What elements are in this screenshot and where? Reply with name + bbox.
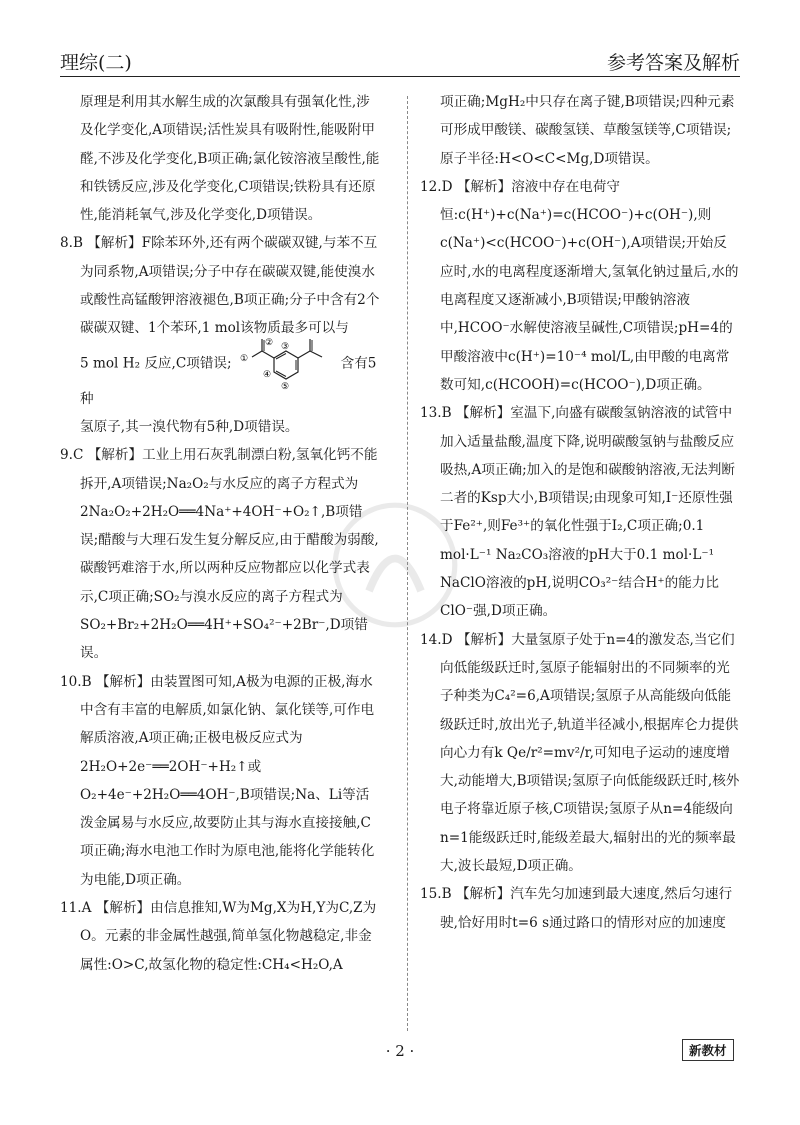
answer-paragraph xyxy=(60,229,380,342)
paragraph-text: 原理是利用其水解生成的次氯酸具有强氧化性,涉及化学变化,A项错误;活性炭具有吸附性,能吸附甲醛,不涉及化学变化,B项正确;氯化铵溶液呈酸性,能和铁锈反应,涉及化学变化,C项错误;铁粉具有还原性,能消耗氧气,涉及化学变化,D项错误。 xyxy=(80,94,380,224)
paragraph-text: 含有5种 xyxy=(80,355,377,407)
paragraph-text: 11.A 【解析】由信息推知,W为Mg,X为H,Y为C,Z为O。元素的非金属性越强,简单氢化物越稳定,非金属性:O>C,故氢化物的稳定性:CH₄<H₂O,A xyxy=(60,900,377,973)
paragraph-text: 9.C 【解析】工业上用石灰乳制漂白粉,氢氧化钙不能拆开,A项错误;Na₂O₂与水反应的离子方程式为2Na₂O₂+2H₂O══4Na⁺+4OH⁻+O₂↑,B项错误;醋酸与大理石发生复分解反应,由于醋酸为弱酸,碳酸钙难溶于水,所以两种反应物都应以化学式表示,C项正确;SO₂与溴水反应的离子方程式为SO₂+Br₂+2H₂O══4H⁺+SO₄²⁻+2Br⁻,D项错误。 xyxy=(60,447,379,662)
paragraph-text: 15.B 【解析】汽车先匀加速到最大速度,然后匀速行驶,恰好用时t=6 s通过路口的情形对应的加速度 xyxy=(420,886,733,931)
molecule-structure-icon xyxy=(234,337,339,391)
paragraph-text: 5 mol H₂ 反应,C项错误; xyxy=(80,355,232,372)
answer-paragraph xyxy=(420,399,740,625)
answer-paragraph xyxy=(60,413,380,441)
paragraph-text: 项正确;MgH₂中只存在离子键,B项错误;四种元素可形成甲酸镁、碳酸氢镁、草酸氢镁等,C项错误;原子半径:H<O<C<Mg,D项错误。 xyxy=(440,94,735,167)
molecule-position-label: ④ xyxy=(262,369,271,380)
paragraph-text: 13.B 【解析】室温下,向盛有碳酸氢钠溶液的试管中加入适量盐酸,温度下降,说明碳酸氢钠与盐酸反应吸热,A项正确;加入的是饱和碳酸钠溶液,无法判断二者的Ksp大小,B项错误;由现象可知,I⁻还原性强于Fe²⁺,则Fe³⁺的氧化性强于I₂,C项正确;0.1 mol·L⁻¹ Na₂CO₃溶液的pH大于0.1 mol·L⁻¹ NaClO溶液的pH,说明CO₃²⁻结合H⁺的能力比ClO⁻强,D项正确。 xyxy=(420,405,735,620)
paragraph-text: 10.B 【解析】由装置图可知,A极为电源的正极,海水中含有丰富的电解质,如氯化钠、氯化镁等,可作电解质溶液,A项正确;正极电极反应式为2H₂O+2e⁻══2OH⁻+H₂↑或O₂+4e⁻+2H₂O══4OH⁻,B项错误;Na、Li等活泼金属易与水反应,故要防止其与海水直接接触,C项正确;海水电池工作时为原电池,能将化学能转化为电能,D项正确。 xyxy=(60,673,375,888)
column-divider xyxy=(407,96,408,1031)
header-section-title: 参考答案及解析 xyxy=(606,52,740,74)
molecule-position-label: ③ xyxy=(280,341,289,352)
answer-paragraph xyxy=(420,88,740,173)
answer-paragraph xyxy=(420,173,740,399)
page-header xyxy=(60,46,740,77)
paragraph-text: 8.B 【解析】F除苯环外,还有两个碳碳双键,与苯不互为同系物,A项错误;分子中存在碳碳双键,能使溴水或酸性高锰酸钾溶液褪色,B项正确;分子中含有2个碳碳双键、1个苯环,1 mol该物质最多可以与 xyxy=(60,235,380,337)
molecule-position-label: ② xyxy=(264,337,273,348)
answer-paragraph xyxy=(420,626,740,881)
answer-paragraph xyxy=(420,880,740,937)
answer-paragraph xyxy=(60,441,380,667)
answer-paragraph xyxy=(60,894,380,979)
left-column xyxy=(60,88,380,979)
right-column xyxy=(420,88,740,937)
page-number: · 2 · xyxy=(385,1042,415,1060)
paragraph-text: 氢原子,其一溴代物有5种,D项错误。 xyxy=(80,418,299,435)
answer-paragraph xyxy=(60,88,380,229)
header-subject: 理综(二) xyxy=(60,52,132,74)
answer-paragraph xyxy=(60,668,380,894)
molecule-position-label: ⑤ xyxy=(280,381,289,391)
paragraph-text: 14.D 【解析】大量氢原子处于n=4的激发态,当它们向低能级跃迁时,氢原子能辐射出的不同频率的光子种类为C₄²=6,A项错误;氢原子从高能级向低能级跃迁时,放出光子,轨道半径减小,根据库仑力提供向心力有k Qe/r²=mv²/r,可知电子运动的速度增大,动能增大,B项错误;氢原子向低能级跃迁时,核外电子将靠近原子核,C项错误;氢原子从n=4能级向n=1能级跃迁时,能级差最大,辐射出的光的频率最大,波长最短,D项正确。 xyxy=(420,631,740,875)
edition-badge: 新教材 xyxy=(682,1039,734,1061)
molecule-position-label: ① xyxy=(239,353,248,364)
paragraph-text: 12.D 【解析】溶液中存在电荷守恒:c(H⁺)+c(Na⁺)=c(HCOO⁻)+c(OH⁻),则c(Na⁺)<c(HCOO⁻)+c(OH⁻),A项错误;开始反应时,水的电离程度逐渐增大,氢氧化钠过量后,水的电离程度又逐渐减小,B项错误;甲酸钠溶液中,HCOO⁻水解使溶液呈碱性,C项错误;pH=4的甲酸溶液中c(H⁺)=10⁻⁴ mol/L,由甲酸的电离常数可知,c(HCOOH)=c(HCOO⁻),D项正确。 xyxy=(420,178,739,393)
answer-paragraph xyxy=(60,337,380,413)
